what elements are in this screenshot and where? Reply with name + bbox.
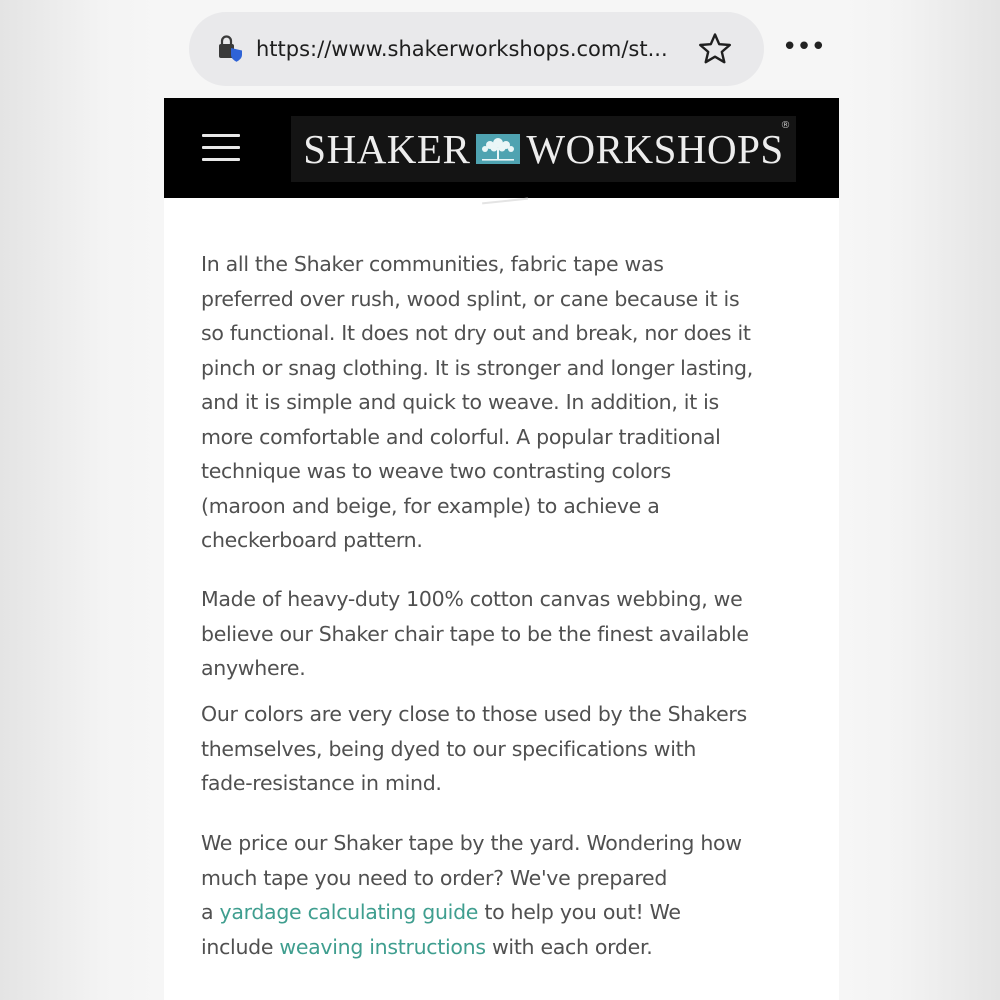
text-line: Our colors are very close to those used by the Shakers	[201, 702, 747, 726]
paragraph-history	[201, 247, 753, 558]
text-line: believe our Shaker chair tape to be the finest available	[201, 621, 749, 646]
text-line: so functional. It does not dry out and break, nor does it	[201, 321, 751, 345]
text-line: more comfortable and colorful. A popular traditional	[201, 424, 721, 449]
text-fragment: a	[201, 900, 220, 924]
logo-word-left: SHAKER	[303, 126, 471, 172]
text-line: themselves, being dyed to our specifications with	[201, 736, 697, 761]
yardage-guide-link[interactable]: yardage calculating guide	[219, 900, 479, 924]
site-header	[164, 98, 839, 198]
text-line: preferred over rush, wood splint, or cane because it is	[201, 286, 740, 311]
tree-of-life-logo-icon	[476, 134, 520, 164]
hamburger-menu-icon[interactable]	[202, 132, 242, 164]
text-line: Made of heavy-duty 100% cotton canvas webbing, we	[201, 587, 743, 611]
text-fragment: to help you out! We	[478, 900, 681, 924]
text-line: checkerboard pattern.	[201, 528, 423, 552]
text-line: technique was to weave two contrasting colors	[201, 459, 671, 483]
text-line: (maroon and beige, for example) to achieve a	[201, 493, 660, 518]
divider	[482, 198, 528, 205]
paragraph-colors	[201, 697, 747, 801]
text-fragment: with each order.	[485, 934, 653, 959]
browser-toolbar	[164, 0, 839, 98]
phone-screen	[164, 0, 839, 1000]
text-fragment: include	[201, 934, 280, 959]
text-line: We price our Shaker tape by the yard. Wondering how	[201, 831, 742, 855]
text-line: pinch or snag clothing. It is stronger and longer lasting,	[201, 355, 753, 380]
paragraph-pricing	[201, 826, 742, 964]
url-text[interactable]: https://www.shakerworkshops.com/st...	[256, 37, 668, 61]
text-line: anywhere.	[201, 656, 306, 680]
more-horizontal-icon[interactable]: •••	[782, 32, 826, 62]
site-logo[interactable]	[291, 116, 796, 182]
text-line: and it is simple and quick to weave. In addition, it is	[201, 390, 719, 414]
star-outline-icon[interactable]	[697, 31, 733, 67]
text-line: much tape you need to order? We've prepared	[201, 865, 668, 890]
registered-mark: ®	[780, 120, 791, 131]
weaving-instructions-link[interactable]: weaving instructions	[279, 934, 486, 959]
paragraph-material	[201, 582, 749, 686]
logo-word-right: WORKSHOPS	[526, 126, 784, 172]
security-lock-icon[interactable]	[216, 35, 244, 63]
text-line: In all the Shaker communities, fabric tape was	[201, 252, 664, 276]
text-line: fade-resistance in mind.	[201, 771, 442, 795]
address-bar[interactable]	[189, 12, 764, 86]
